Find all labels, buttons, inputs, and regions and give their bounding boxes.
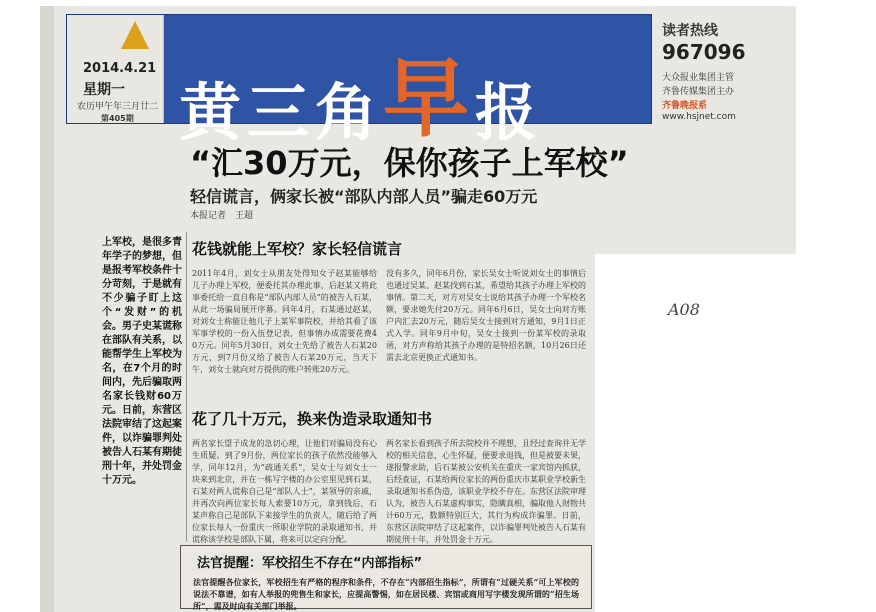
article-subheadline: 轻信谎言，俩家长被“部队内部人员”骗走60万元 <box>190 187 538 206</box>
reminder-text: 法官提醒各位家长，军校招生有严格的程序和条件，不存在“内部招生指标”，所谓有“过硬关系”可上军校的说法不靠谱，如有人举报的兜售生和家长，应提高警惕，如在居民楼、宾馆或商用写字楼发现所谓的“招生场所”，需及时向有关部门举报。 <box>193 577 579 611</box>
paper-name-end: 报 <box>475 76 544 149</box>
section-2-title: 花了几十万元，换来伪造录取通知书 <box>192 410 433 428</box>
paper-name-main: 黄三角 <box>179 76 384 149</box>
clipping-shadow-strip <box>40 6 54 612</box>
paper-logo-icon <box>121 21 149 49</box>
column-divider <box>186 232 187 542</box>
section-1-right-column: 没有多久，同年6月份，家长吴女士听说刘女士的事情后也通过吴某、赵某找到石某，希望给其孩子办理上军校的事情。第二天，对方对吴女士说给其孩子办理一个军校名额，要求她先付20万元。同年6月6日，吴女士向对方账户内汇去20万元，随后吴女士接到对方通知，9月1日正式入学。同年9月中旬，吴女士接到一份某军校的录取函，对方声称给其孩子办理的是特招名额，10月26日还需去北京更换正式通知书。 <box>386 269 586 362</box>
series-label: 齐鲁晚报系 <box>662 101 708 111</box>
issue-weekday: 星期一 <box>83 82 125 98</box>
paper-name-accent: 早 <box>383 49 476 149</box>
section-2-right-column: 两名家长看到孩子所去院校并不理想，且经过查询并无学校的相关信息，心生怀疑，便要求退钱，但是被要未果，遂报警求助，后石某被公安机关在重庆一家宾馆内抓获，后经查证，石某给两位家长的两份重庆市某职业学校新生录取通知书系伪造，该职业学校不存在。东营区法院审理认为，被告人石某虚构事实，隐瞒真相，骗取他人财物共计60万元，数额特别巨大，其行为构成诈骗罪。日前，东营区法院审结了这起案件，以诈骗罪判处被告人石某有期徒刑十年，并处罚金十万元。 <box>386 439 586 544</box>
date-box <box>67 15 164 123</box>
website: www.hsjnet.com <box>662 112 736 122</box>
hotline-label: 读者热线 <box>662 23 718 39</box>
hotline-number: 967096 <box>662 40 746 64</box>
lunar-date: 农历甲午年三月廿二 <box>77 102 159 112</box>
sponsor-line-1: 大众报业集团主管 <box>662 73 735 83</box>
article-headline: “汇30万元，保你孩子上军校” <box>190 144 629 182</box>
issue-number: 第405期 <box>101 114 134 123</box>
masthead <box>66 14 652 149</box>
contact-box <box>650 14 778 122</box>
section-1-left-column: 2011年4月，刘女士从朋友处得知女子赵某能够给儿子办理上军校，便委托其办理此事，后赵某又将此事委托给一直自称是“部队内部人员”的被告人石某，从此一场骗局展开序幕。同年4月，石某通过赵某，对刘女士称能让他儿子上某军事院校，并给其看了该军事学校的一份入伍登记表，但事情办成需要花费40万元。同年5月30日，刘女士先给了被告人石某20万元，到7月份又给了被告人石某20万元，当天下午，刘女士就向对方提供的账户转账20万元。 <box>192 269 377 374</box>
judge-reminder-box <box>180 545 592 609</box>
handwritten-page-mark: A08 <box>668 300 700 319</box>
article-byline: 本报记者 王超 <box>190 211 254 221</box>
reminder-title: 法官提醒：军校招生不存在“内部指标” <box>193 552 426 571</box>
issue-date: 2014.4.21 <box>83 61 157 76</box>
section-2-left-column: 两名家长望子成龙的急切心理，让他们对骗局没有心生质疑。到了9月份，两位家长的孩子依然没能够入学，同年12月，为“疏通关系”，吴女士与刘女士一块来到北京，并在一栋写字楼的办公室里见到石某，石某对两人谎称自己是“部队人士”，某领导的亲戚，并再次向两位家长每人索要10万元，拿到钱后，石某声称自己是部队下来接学生的负责人，随后给了两位家长每人一份重庆一所职业学院的录取通知书，并谎称该学校是部队下属，将来可以定向分配。 <box>192 439 377 544</box>
section-1-title: 花钱就能上军校？家长轻信谎言 <box>192 240 403 258</box>
article-lead: 上军校，是很多青年学子的梦想，但是报考军校条件十分苛刻，于是就有不少骗子盯上这个“发财”的机会。男子史某谎称在部队有关系，以能帮学生上军校为名，在7个月的时间内，先后骗取两名家长钱财60万元。日前，东营区法院审结了这起案件，以诈骗罪判处被告人石某有期徒刑十年，并处罚金十万元。 <box>102 237 182 486</box>
sponsor-line-2: 齐鲁传媒集团主办 <box>662 87 735 97</box>
